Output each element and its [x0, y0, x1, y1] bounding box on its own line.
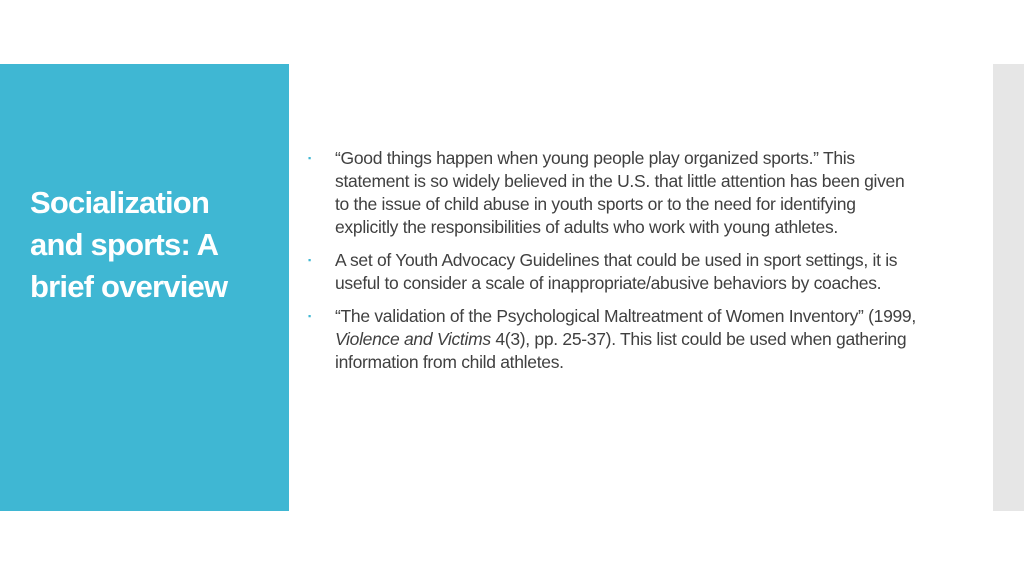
bullet-list — [308, 147, 920, 374]
bullet-square-icon: ▪ — [308, 153, 311, 163]
bullet-text: A set of Youth Advocacy Guidelines that could be used in sport settings, it is useful to consider a scale of inappropriate/abusive behaviors by coaches. — [335, 250, 898, 293]
slide-title-line-1: Socialization — [30, 185, 210, 220]
bullet-item-1 — [308, 147, 920, 239]
bullet-item-2 — [308, 249, 920, 295]
right-decorative-bar — [993, 64, 1024, 511]
slide-title-line-2: and sports: A — [30, 227, 219, 262]
content-area — [308, 147, 920, 384]
bullet-item-3 — [308, 305, 920, 374]
bullet-text: “Good things happen when young people play organized sports.” This statement is so widely believed in the U.S. that little attention has been given to the issue of child abuse in youth sports or to the need for identifying explicitly the responsibilities of adults who work with young athletes. — [335, 148, 905, 237]
journal-title: Violence and Victims — [335, 329, 491, 349]
bullet-text-part: 4(3), pp. 25-37). This list could be used when gathering information from child athletes. — [335, 329, 907, 372]
bullet-square-icon: ▪ — [308, 311, 311, 321]
slide-title-line-3: brief overview — [30, 269, 228, 304]
slide-title — [30, 182, 280, 308]
bullet-square-icon: ▪ — [308, 255, 311, 265]
bullet-text — [335, 306, 916, 372]
bullet-text-part: “The validation of the Psychological Maltreatment of Women Inventory” (1999, — [335, 306, 916, 326]
